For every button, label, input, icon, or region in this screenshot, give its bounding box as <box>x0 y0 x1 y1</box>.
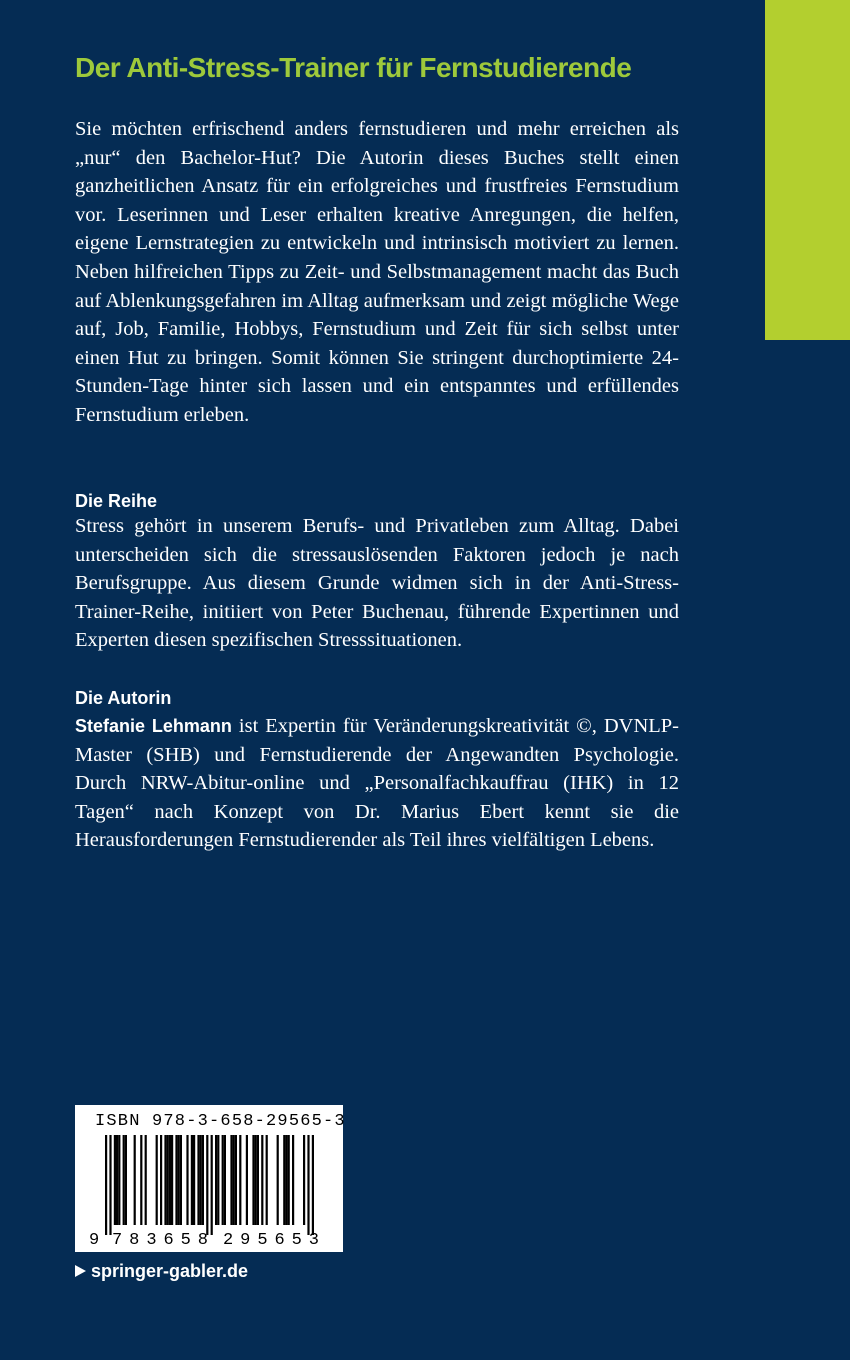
ean-barcode-graphic <box>75 1105 343 1252</box>
author-bio <box>75 712 679 855</box>
barcode-bar <box>200 1135 202 1225</box>
barcode-bar <box>191 1135 193 1225</box>
ean-left-digits: 783658 <box>112 1231 208 1250</box>
barcode-bar <box>109 1135 111 1235</box>
barcode-bar <box>175 1135 177 1225</box>
barcode-bar <box>288 1135 290 1225</box>
barcode-bar <box>145 1135 147 1225</box>
barcode-bar <box>140 1135 142 1225</box>
barcode-bar <box>307 1135 309 1235</box>
barcode-bar <box>197 1135 199 1225</box>
barcode-bar <box>118 1135 120 1225</box>
barcode-bar <box>217 1135 219 1225</box>
barcode-bar <box>193 1135 195 1225</box>
barcode-bar <box>169 1135 171 1225</box>
barcode-bar <box>303 1135 305 1225</box>
barcode-bar <box>134 1135 136 1225</box>
barcode-bar <box>292 1135 294 1225</box>
author-heading: Die Autorin <box>75 688 172 708</box>
barcode-bar <box>105 1135 107 1235</box>
barcode-bar <box>156 1135 158 1225</box>
accent-color-bar <box>765 0 850 340</box>
barcode-bar <box>206 1135 208 1235</box>
author-bio-text: ist Expertin für Veränderungskreativität ©, DVNLP-Master (SHB) und Fernstudierende der Angewandten Psychologie. Durch NRW-Abitur-online und „Personalfachkauffrau (IHK) in 12 Tagen“ nach Konzept von Dr. Marius Ebert kennt sie die Herausforderungen Fernstudierender als Teil ihres vielfältigen Lebens. <box>75 715 680 852</box>
book-title: Der Anti-Stress-Trainer für Fernstudierende <box>75 52 632 83</box>
barcode-bar <box>186 1135 188 1225</box>
book-description: Sie möchten erfrischend anders fernstudieren und mehr erreichen als „nur“ den Bachelor-Hut? Die Autorin dieses Buches stellt einen ganzheitlichen Ansatz für ein erfolgreiches und frustfreies Fernstudium vor. Leserinnen und Leser erhalten kreative Anregungen, die helfen, eigene Lernstrategien zu entwickeln und intrinsisch motiviert zu lernen. Neben hilfreichen Tipps zu Zeit- und Selbstmanagement macht das Buch auf Ablenkungsgefahren im Alltag aufmerksam und zeigt mögliche Wege auf, Job, Familie, Hobbys, Fernstudium und Zeit für sich selbst unter einen Hut zu bringen. Somit können Sie stringent durchoptimierte 24-Stunden-Tage hinter sich lassen und ein entspanntes und erfüllendes Fernstudium erleben. <box>75 118 679 426</box>
ean-first-digit: 9 <box>89 1231 100 1250</box>
series-heading: Die Reihe <box>75 491 158 511</box>
publisher-url: springer-gabler.de <box>91 1261 249 1281</box>
barcode-bar <box>257 1135 259 1225</box>
barcode-bar <box>164 1135 166 1225</box>
barcode-bar <box>215 1135 217 1225</box>
barcode-bar <box>123 1135 125 1225</box>
barcode-bar <box>252 1135 254 1225</box>
barcode-bar <box>116 1135 118 1225</box>
barcode-bar <box>261 1135 263 1225</box>
barcode-bar <box>283 1135 285 1225</box>
barcode-bar <box>125 1135 127 1225</box>
barcode-bar <box>224 1135 226 1225</box>
barcode-bar <box>230 1135 232 1225</box>
barcode-bar <box>233 1135 235 1225</box>
barcode-bar <box>180 1135 182 1225</box>
barcode-bar <box>285 1135 287 1225</box>
isbn-barcode <box>75 1105 346 1252</box>
barcode-bar <box>312 1135 314 1235</box>
barcode-bar <box>171 1135 173 1225</box>
ean-right-digits: 295653 <box>223 1231 319 1250</box>
series-description: Stress gehört in unserem Berufs- und Privatleben zum Alltag. Dabei unterscheiden sich die stressauslösenden Faktoren jedoch je nach Berufsgruppe. Aus diesem Grunde widmen sich in der Anti-Stress-Trainer-Reihe, initiiert von Peter Buchenau, führende Expertinnen und Experten diesen spezifischen Stresssituationen. <box>75 515 679 652</box>
arrow-right-icon <box>75 1265 86 1277</box>
barcode-bar <box>266 1135 268 1225</box>
barcode-bar <box>239 1135 241 1225</box>
isbn-label: ISBN 978-3-658-29565-3 <box>95 1112 346 1131</box>
barcode-bar <box>114 1135 116 1225</box>
barcode-bar <box>222 1135 224 1225</box>
author-name: Stefanie Lehmann <box>75 716 232 736</box>
barcode-bar <box>246 1135 248 1225</box>
barcode-bar <box>211 1135 213 1235</box>
barcode-bar <box>277 1135 279 1225</box>
barcode-bar <box>255 1135 257 1225</box>
barcode-bar <box>178 1135 180 1225</box>
barcode-bar <box>202 1135 204 1225</box>
publisher-website-link[interactable] <box>75 1259 248 1283</box>
barcode-bar <box>167 1135 169 1225</box>
barcode-bar <box>160 1135 162 1225</box>
barcode-bar <box>235 1135 237 1225</box>
